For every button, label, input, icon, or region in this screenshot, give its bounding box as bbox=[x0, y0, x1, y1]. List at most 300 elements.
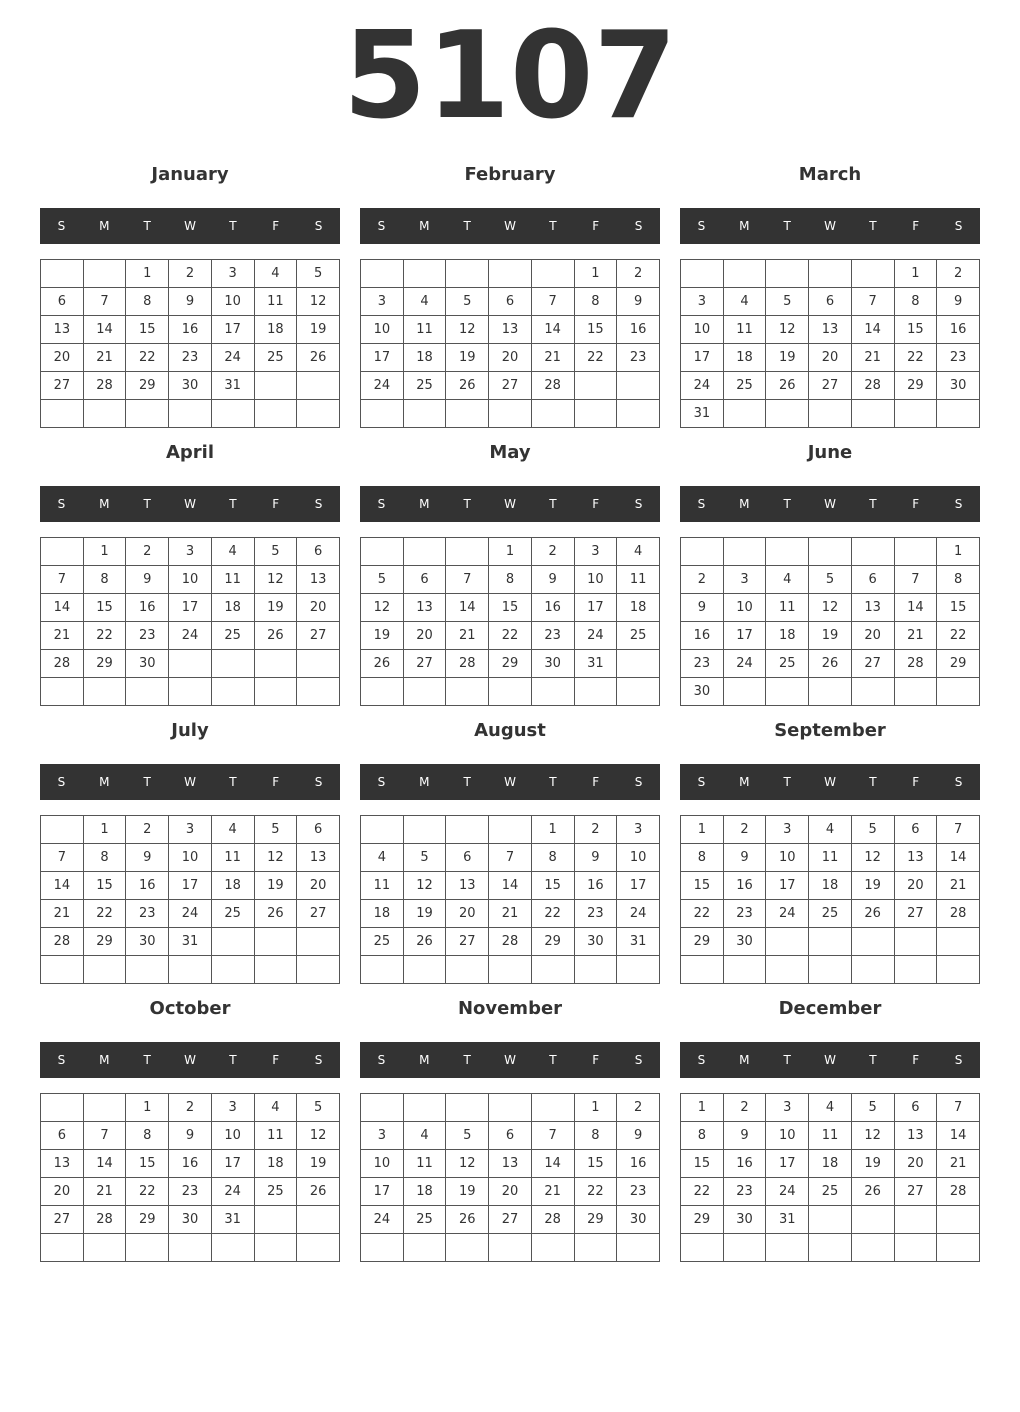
weekday-label: W bbox=[504, 497, 516, 511]
day-cell: 7 bbox=[894, 566, 937, 594]
day-cell: 30 bbox=[126, 650, 169, 678]
weekday-label: F bbox=[912, 497, 920, 511]
day-cell: 23 bbox=[723, 1178, 766, 1206]
weekday-header bbox=[40, 1042, 340, 1078]
day-cell: 11 bbox=[809, 844, 852, 872]
day-cell: 27 bbox=[297, 622, 340, 650]
day-cell bbox=[937, 928, 980, 956]
week-row bbox=[681, 344, 980, 372]
day-cell bbox=[574, 1234, 617, 1262]
day-cell: 1 bbox=[681, 816, 724, 844]
day-cell: 24 bbox=[361, 1206, 404, 1234]
day-cell bbox=[574, 372, 617, 400]
weekday-label: S bbox=[314, 1053, 323, 1067]
day-cell: 29 bbox=[531, 928, 574, 956]
day-cell: 16 bbox=[126, 594, 169, 622]
day-cell: 16 bbox=[126, 872, 169, 900]
day-cell: 15 bbox=[894, 316, 937, 344]
day-cell: 6 bbox=[403, 566, 446, 594]
day-cell bbox=[489, 1094, 532, 1122]
day-cell: 16 bbox=[617, 316, 660, 344]
week-row bbox=[681, 622, 980, 650]
day-cell: 13 bbox=[809, 316, 852, 344]
day-cell: 30 bbox=[574, 928, 617, 956]
day-cell bbox=[126, 400, 169, 428]
day-cell: 2 bbox=[723, 1094, 766, 1122]
day-cell bbox=[297, 372, 340, 400]
weekday-header bbox=[680, 1042, 980, 1078]
weekday-label: S bbox=[634, 1053, 643, 1067]
week-row bbox=[361, 1150, 660, 1178]
weekday-label: M bbox=[99, 1053, 110, 1067]
day-cell bbox=[766, 928, 809, 956]
weekday-label: T bbox=[549, 1053, 557, 1067]
day-cell: 25 bbox=[211, 900, 254, 928]
day-cell: 24 bbox=[574, 622, 617, 650]
day-cell bbox=[361, 816, 404, 844]
weekday-label: S bbox=[57, 775, 66, 789]
day-cell: 3 bbox=[766, 816, 809, 844]
day-cell bbox=[211, 956, 254, 984]
day-cell: 21 bbox=[531, 1178, 574, 1206]
weekday-label: M bbox=[419, 497, 430, 511]
weekday-label: W bbox=[824, 775, 836, 789]
day-cell: 13 bbox=[446, 872, 489, 900]
day-cell: 25 bbox=[723, 372, 766, 400]
day-cell: 27 bbox=[894, 900, 937, 928]
month-october bbox=[40, 994, 340, 1264]
day-cell: 12 bbox=[809, 594, 852, 622]
day-cell: 6 bbox=[894, 816, 937, 844]
day-cell: 4 bbox=[361, 844, 404, 872]
day-cell: 2 bbox=[126, 816, 169, 844]
day-cell: 25 bbox=[254, 1178, 297, 1206]
weekday-header bbox=[680, 208, 980, 244]
day-cell: 4 bbox=[403, 1122, 446, 1150]
day-cell: 23 bbox=[617, 344, 660, 372]
day-cell: 21 bbox=[894, 622, 937, 650]
day-cell: 9 bbox=[169, 288, 212, 316]
day-cell: 4 bbox=[723, 288, 766, 316]
day-cell bbox=[809, 400, 852, 428]
day-cell: 18 bbox=[254, 316, 297, 344]
day-cell: 21 bbox=[937, 872, 980, 900]
day-cell: 8 bbox=[489, 566, 532, 594]
day-cell: 3 bbox=[723, 566, 766, 594]
day-cell: 17 bbox=[617, 872, 660, 900]
day-cell bbox=[361, 678, 404, 706]
day-cell: 29 bbox=[681, 1206, 724, 1234]
day-cell: 3 bbox=[681, 288, 724, 316]
day-cell: 25 bbox=[766, 650, 809, 678]
day-cell bbox=[41, 678, 84, 706]
day-cell: 20 bbox=[894, 1150, 937, 1178]
week-row bbox=[681, 900, 980, 928]
day-cell: 10 bbox=[681, 316, 724, 344]
day-cell bbox=[169, 1234, 212, 1262]
day-cell: 21 bbox=[937, 1150, 980, 1178]
day-cell: 31 bbox=[211, 1206, 254, 1234]
day-cell: 25 bbox=[809, 900, 852, 928]
day-cell: 12 bbox=[297, 1122, 340, 1150]
day-cell bbox=[211, 400, 254, 428]
day-cell: 12 bbox=[851, 844, 894, 872]
weekday-label: S bbox=[377, 497, 386, 511]
week-row bbox=[681, 316, 980, 344]
day-cell: 14 bbox=[531, 1150, 574, 1178]
week-row bbox=[41, 1150, 340, 1178]
week-row bbox=[361, 928, 660, 956]
day-cell: 26 bbox=[361, 650, 404, 678]
day-cell: 13 bbox=[851, 594, 894, 622]
day-cell bbox=[297, 650, 340, 678]
day-cell: 11 bbox=[403, 1150, 446, 1178]
day-cell: 23 bbox=[169, 1178, 212, 1206]
day-cell: 28 bbox=[41, 928, 84, 956]
day-cell: 10 bbox=[169, 844, 212, 872]
day-cell: 1 bbox=[83, 538, 126, 566]
day-cell: 3 bbox=[169, 538, 212, 566]
day-cell: 29 bbox=[83, 928, 126, 956]
day-cell bbox=[361, 956, 404, 984]
weekday-header bbox=[360, 1042, 660, 1078]
weekday-label: S bbox=[377, 1053, 386, 1067]
month-name: August bbox=[474, 720, 546, 741]
day-cell bbox=[723, 678, 766, 706]
day-cell: 1 bbox=[531, 816, 574, 844]
day-cell: 12 bbox=[851, 1122, 894, 1150]
day-cell: 26 bbox=[297, 344, 340, 372]
day-cell: 2 bbox=[531, 538, 574, 566]
day-cell bbox=[851, 260, 894, 288]
week-row bbox=[361, 594, 660, 622]
weekday-label: T bbox=[229, 775, 237, 789]
day-cell bbox=[723, 400, 766, 428]
day-cell: 30 bbox=[937, 372, 980, 400]
month-april bbox=[40, 438, 340, 708]
day-cell: 16 bbox=[169, 316, 212, 344]
day-cell: 2 bbox=[681, 566, 724, 594]
weekday-header bbox=[360, 208, 660, 244]
day-cell: 27 bbox=[809, 372, 852, 400]
day-cell bbox=[211, 650, 254, 678]
day-cell: 22 bbox=[574, 1178, 617, 1206]
weekday-label: T bbox=[549, 219, 557, 233]
day-grid bbox=[680, 537, 980, 706]
day-cell: 6 bbox=[297, 816, 340, 844]
day-cell: 2 bbox=[723, 816, 766, 844]
day-cell bbox=[41, 816, 84, 844]
day-cell: 24 bbox=[766, 1178, 809, 1206]
week-row bbox=[361, 1094, 660, 1122]
day-cell: 3 bbox=[169, 816, 212, 844]
day-cell: 5 bbox=[361, 566, 404, 594]
day-cell bbox=[766, 678, 809, 706]
day-cell: 17 bbox=[169, 594, 212, 622]
day-cell bbox=[211, 928, 254, 956]
day-cell bbox=[403, 1094, 446, 1122]
day-cell: 24 bbox=[211, 1178, 254, 1206]
day-cell: 11 bbox=[361, 872, 404, 900]
day-grid bbox=[360, 1093, 660, 1262]
day-cell: 9 bbox=[723, 844, 766, 872]
day-cell: 28 bbox=[851, 372, 894, 400]
day-cell: 10 bbox=[766, 844, 809, 872]
day-cell: 8 bbox=[574, 1122, 617, 1150]
day-cell bbox=[766, 538, 809, 566]
day-cell: 3 bbox=[211, 1094, 254, 1122]
day-cell: 24 bbox=[361, 372, 404, 400]
day-cell: 11 bbox=[254, 1122, 297, 1150]
day-cell: 27 bbox=[446, 928, 489, 956]
week-row bbox=[361, 844, 660, 872]
weekday-label: T bbox=[143, 775, 151, 789]
weekday-label: T bbox=[463, 219, 471, 233]
day-cell: 17 bbox=[723, 622, 766, 650]
day-cell: 5 bbox=[809, 566, 852, 594]
day-cell bbox=[809, 1234, 852, 1262]
day-cell bbox=[361, 260, 404, 288]
day-cell: 13 bbox=[41, 316, 84, 344]
day-cell: 15 bbox=[681, 872, 724, 900]
day-cell: 29 bbox=[574, 1206, 617, 1234]
day-cell: 15 bbox=[126, 316, 169, 344]
day-cell bbox=[361, 1234, 404, 1262]
weekday-label: F bbox=[912, 1053, 920, 1067]
day-cell: 22 bbox=[681, 900, 724, 928]
day-cell: 9 bbox=[617, 1122, 660, 1150]
weekday-label: W bbox=[504, 219, 516, 233]
day-cell bbox=[403, 538, 446, 566]
day-cell: 2 bbox=[169, 260, 212, 288]
day-cell: 19 bbox=[446, 1178, 489, 1206]
day-cell: 21 bbox=[446, 622, 489, 650]
day-cell bbox=[403, 678, 446, 706]
week-row bbox=[361, 344, 660, 372]
week-row bbox=[361, 316, 660, 344]
weekday-label: W bbox=[824, 219, 836, 233]
day-cell bbox=[809, 928, 852, 956]
day-cell: 31 bbox=[574, 650, 617, 678]
day-cell: 19 bbox=[851, 1150, 894, 1178]
day-cell: 20 bbox=[446, 900, 489, 928]
day-cell bbox=[41, 400, 84, 428]
day-cell: 9 bbox=[681, 594, 724, 622]
day-cell bbox=[894, 928, 937, 956]
weekday-label: S bbox=[954, 219, 963, 233]
day-cell: 19 bbox=[851, 872, 894, 900]
day-cell: 11 bbox=[254, 288, 297, 316]
day-cell: 20 bbox=[41, 344, 84, 372]
day-cell: 1 bbox=[489, 538, 532, 566]
day-cell: 4 bbox=[617, 538, 660, 566]
week-row bbox=[41, 816, 340, 844]
day-cell: 20 bbox=[41, 1178, 84, 1206]
week-row bbox=[41, 1178, 340, 1206]
weekday-label: T bbox=[463, 497, 471, 511]
day-cell: 23 bbox=[169, 344, 212, 372]
day-cell: 6 bbox=[851, 566, 894, 594]
week-row bbox=[681, 956, 980, 984]
day-cell: 28 bbox=[894, 650, 937, 678]
day-cell: 19 bbox=[254, 594, 297, 622]
day-cell bbox=[574, 678, 617, 706]
week-row bbox=[361, 956, 660, 984]
day-cell bbox=[894, 678, 937, 706]
day-cell: 26 bbox=[403, 928, 446, 956]
day-cell: 10 bbox=[211, 1122, 254, 1150]
day-cell bbox=[531, 1234, 574, 1262]
day-cell: 13 bbox=[894, 844, 937, 872]
day-cell: 3 bbox=[361, 1122, 404, 1150]
day-cell bbox=[169, 400, 212, 428]
day-cell bbox=[809, 260, 852, 288]
day-cell bbox=[254, 678, 297, 706]
week-row bbox=[681, 1122, 980, 1150]
day-cell bbox=[489, 260, 532, 288]
day-cell: 22 bbox=[574, 344, 617, 372]
week-row bbox=[681, 1234, 980, 1262]
day-grid bbox=[360, 815, 660, 984]
day-cell bbox=[681, 260, 724, 288]
day-cell: 3 bbox=[211, 260, 254, 288]
week-row bbox=[361, 372, 660, 400]
weekday-label: T bbox=[549, 775, 557, 789]
weekday-label: S bbox=[954, 497, 963, 511]
month-november bbox=[360, 994, 660, 1264]
month-march bbox=[680, 160, 980, 430]
day-cell: 3 bbox=[574, 538, 617, 566]
day-cell: 13 bbox=[489, 1150, 532, 1178]
day-cell: 27 bbox=[297, 900, 340, 928]
week-row bbox=[361, 1206, 660, 1234]
week-row bbox=[681, 816, 980, 844]
day-cell: 27 bbox=[851, 650, 894, 678]
weekday-label: S bbox=[634, 775, 643, 789]
day-cell: 30 bbox=[681, 678, 724, 706]
day-cell: 11 bbox=[211, 566, 254, 594]
day-cell bbox=[531, 260, 574, 288]
day-cell: 27 bbox=[489, 1206, 532, 1234]
month-name: November bbox=[457, 998, 563, 1019]
day-cell: 22 bbox=[894, 344, 937, 372]
day-cell: 8 bbox=[126, 1122, 169, 1150]
day-cell bbox=[489, 956, 532, 984]
day-cell: 7 bbox=[531, 1122, 574, 1150]
day-cell: 19 bbox=[403, 900, 446, 928]
day-cell: 11 bbox=[809, 1122, 852, 1150]
day-cell: 17 bbox=[361, 1178, 404, 1206]
day-cell bbox=[41, 260, 84, 288]
week-row bbox=[361, 288, 660, 316]
day-cell: 3 bbox=[361, 288, 404, 316]
day-cell bbox=[766, 260, 809, 288]
week-row bbox=[681, 260, 980, 288]
day-cell: 18 bbox=[211, 594, 254, 622]
day-cell: 17 bbox=[766, 872, 809, 900]
day-cell: 13 bbox=[403, 594, 446, 622]
weekday-label: T bbox=[783, 775, 791, 789]
weekday-label: T bbox=[463, 1053, 471, 1067]
day-cell: 14 bbox=[851, 316, 894, 344]
day-cell: 17 bbox=[574, 594, 617, 622]
day-cell bbox=[41, 956, 84, 984]
day-cell: 19 bbox=[809, 622, 852, 650]
day-cell: 26 bbox=[254, 900, 297, 928]
day-cell: 20 bbox=[489, 1178, 532, 1206]
week-row bbox=[41, 400, 340, 428]
day-cell: 15 bbox=[937, 594, 980, 622]
day-cell bbox=[809, 956, 852, 984]
day-cell: 9 bbox=[574, 844, 617, 872]
day-cell bbox=[446, 538, 489, 566]
day-cell: 12 bbox=[766, 316, 809, 344]
day-cell: 22 bbox=[126, 1178, 169, 1206]
day-cell: 29 bbox=[126, 1206, 169, 1234]
day-cell: 1 bbox=[894, 260, 937, 288]
weekday-label: T bbox=[783, 1053, 791, 1067]
day-cell: 21 bbox=[83, 344, 126, 372]
day-cell: 6 bbox=[41, 288, 84, 316]
day-cell: 10 bbox=[361, 1150, 404, 1178]
weekday-label: W bbox=[504, 1053, 516, 1067]
month-may bbox=[360, 438, 660, 708]
day-cell bbox=[617, 956, 660, 984]
day-cell: 15 bbox=[531, 872, 574, 900]
day-cell bbox=[617, 372, 660, 400]
weekday-label: S bbox=[314, 497, 323, 511]
day-cell: 28 bbox=[83, 1206, 126, 1234]
weekday-label: F bbox=[272, 775, 280, 789]
day-cell: 29 bbox=[489, 650, 532, 678]
day-cell bbox=[83, 400, 126, 428]
weekday-label: W bbox=[184, 1053, 196, 1067]
day-cell: 9 bbox=[617, 288, 660, 316]
week-row bbox=[681, 1094, 980, 1122]
day-cell: 22 bbox=[83, 622, 126, 650]
day-cell: 11 bbox=[211, 844, 254, 872]
day-cell: 21 bbox=[531, 344, 574, 372]
weekday-label: T bbox=[463, 775, 471, 789]
week-row bbox=[361, 400, 660, 428]
week-row bbox=[681, 1178, 980, 1206]
day-cell bbox=[851, 956, 894, 984]
day-cell: 25 bbox=[809, 1178, 852, 1206]
month-september bbox=[680, 716, 980, 986]
day-cell bbox=[766, 956, 809, 984]
day-cell bbox=[894, 400, 937, 428]
day-cell bbox=[617, 650, 660, 678]
week-row bbox=[41, 316, 340, 344]
day-cell: 28 bbox=[41, 650, 84, 678]
day-cell: 19 bbox=[297, 316, 340, 344]
day-cell: 2 bbox=[169, 1094, 212, 1122]
day-cell: 14 bbox=[83, 316, 126, 344]
day-cell: 13 bbox=[297, 844, 340, 872]
day-grid bbox=[680, 815, 980, 984]
week-row bbox=[41, 650, 340, 678]
weekday-label: M bbox=[99, 219, 110, 233]
day-cell: 13 bbox=[297, 566, 340, 594]
weekday-header bbox=[360, 486, 660, 522]
day-cell: 1 bbox=[937, 538, 980, 566]
month-name: October bbox=[149, 998, 231, 1019]
day-cell: 5 bbox=[403, 844, 446, 872]
day-cell: 4 bbox=[766, 566, 809, 594]
day-cell: 30 bbox=[723, 928, 766, 956]
day-cell bbox=[937, 678, 980, 706]
year-title: 5107 bbox=[343, 7, 677, 146]
